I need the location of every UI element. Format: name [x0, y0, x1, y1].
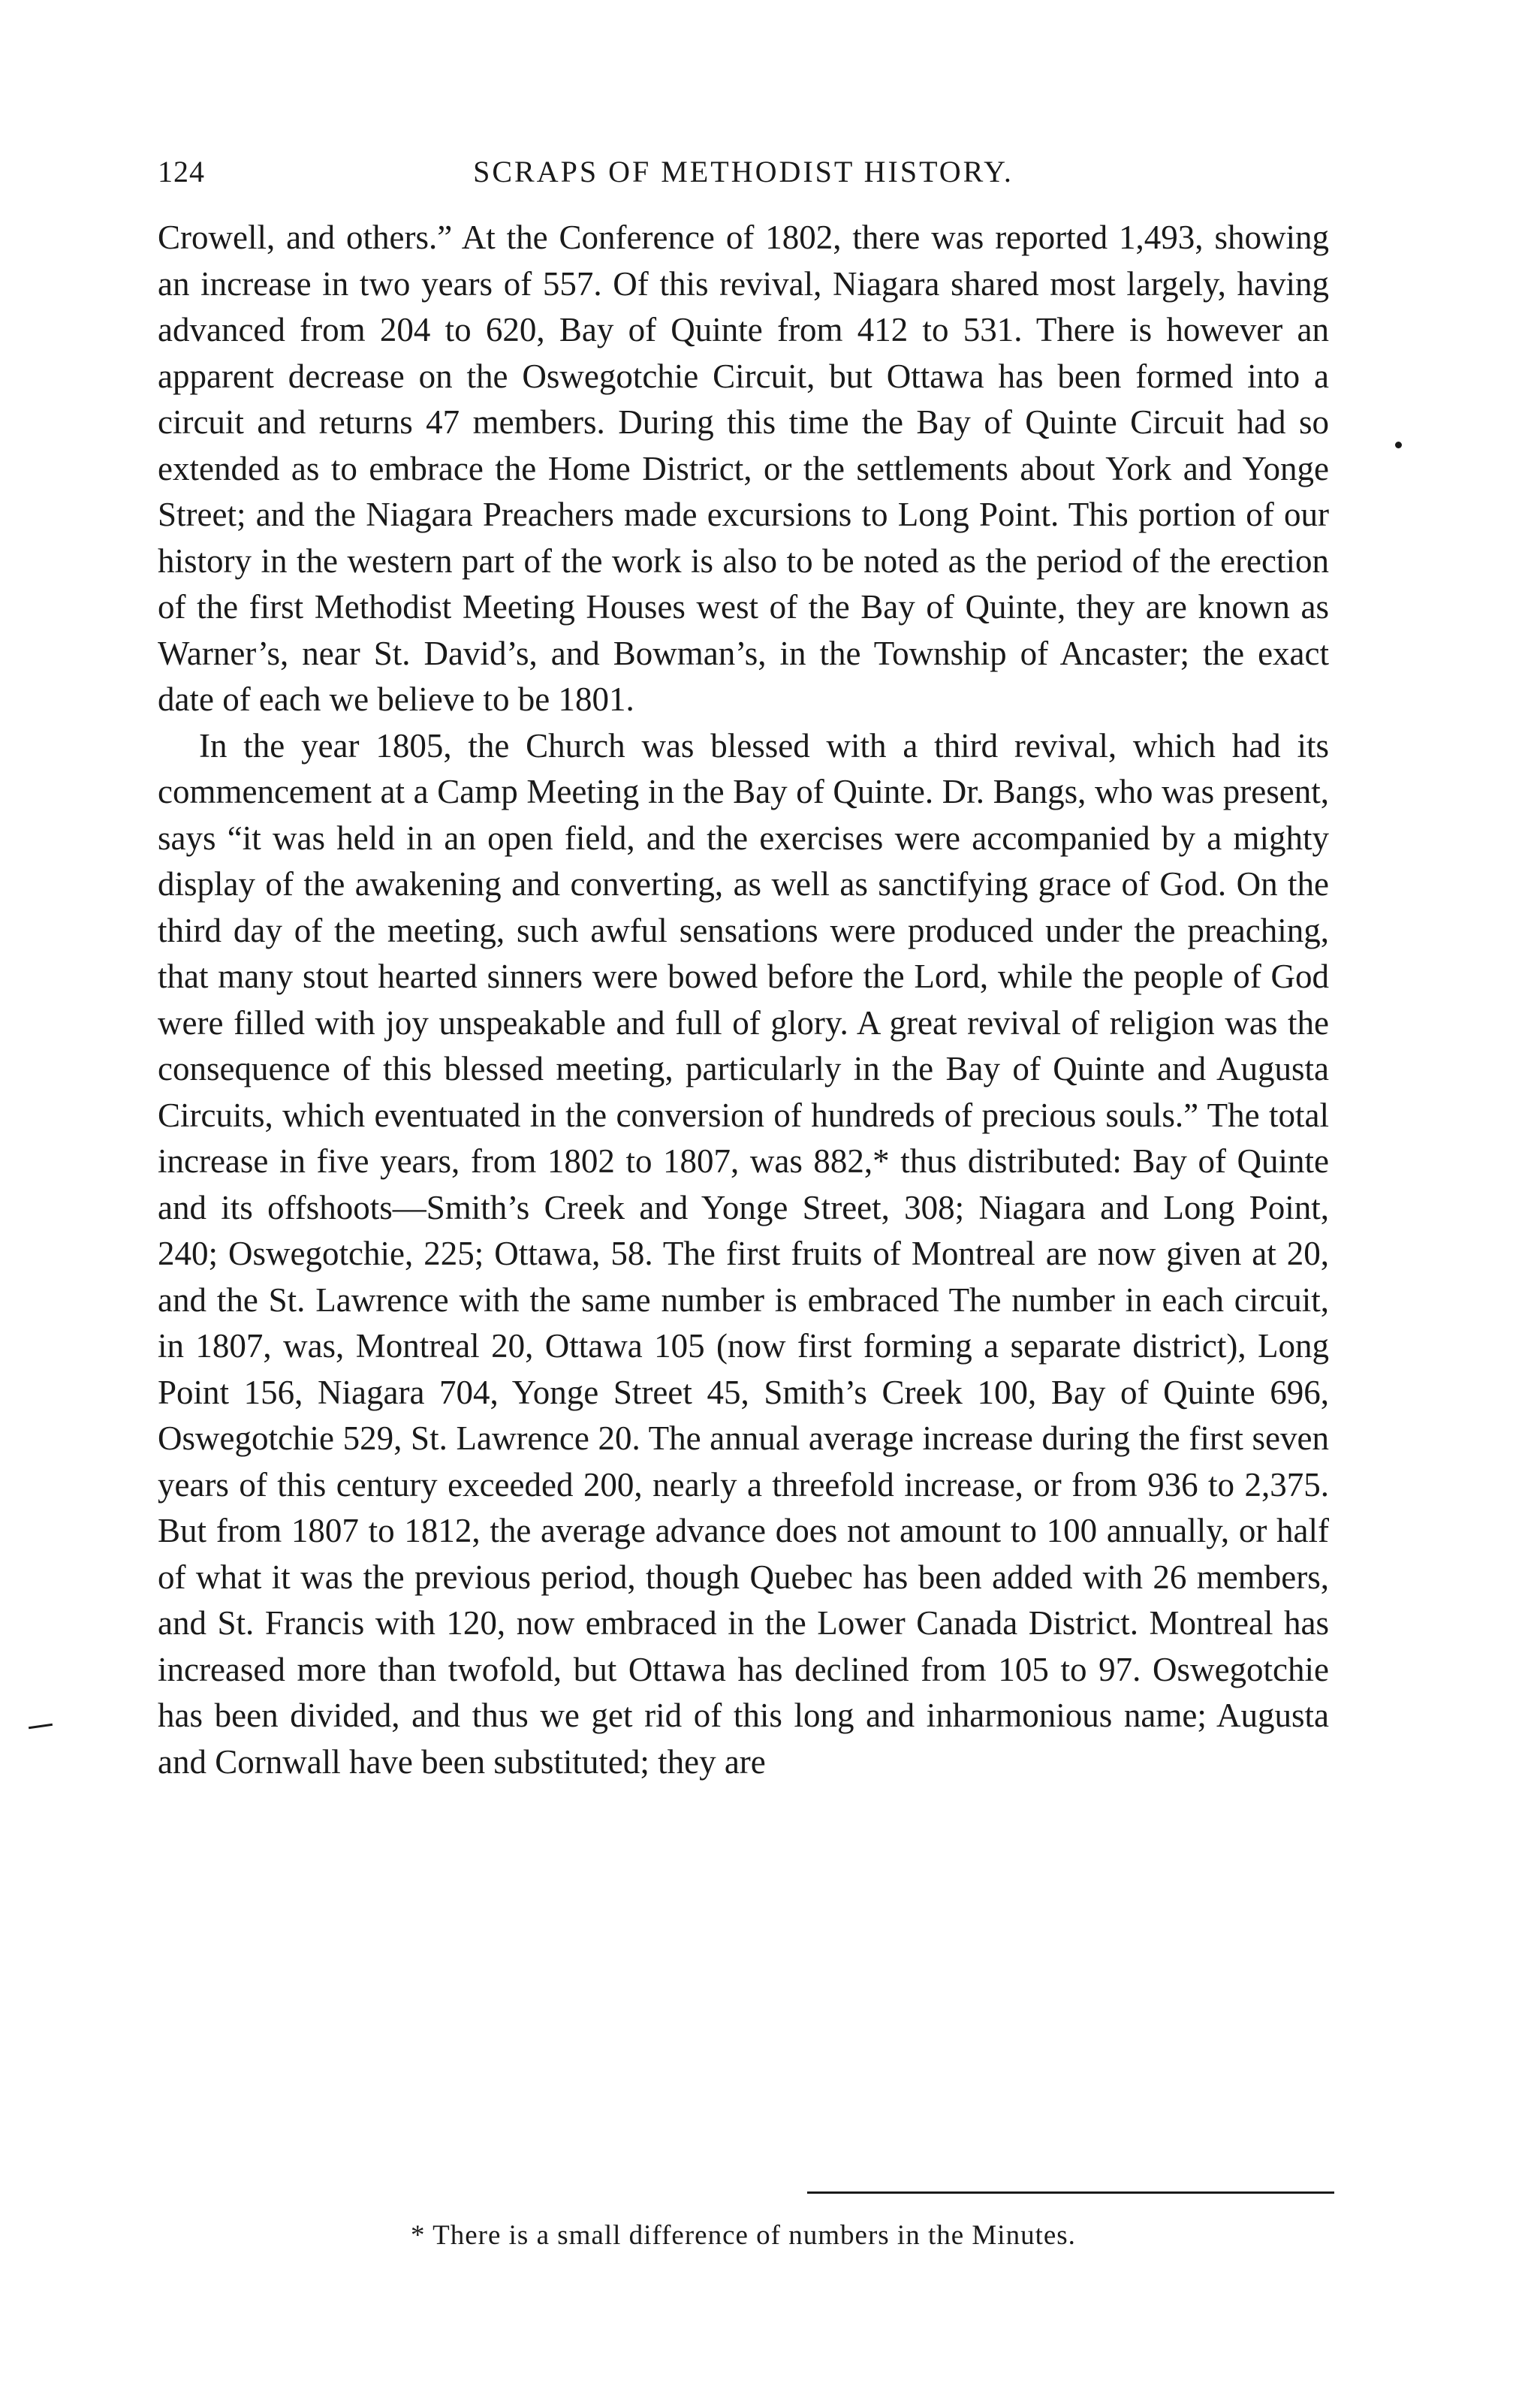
paragraph: Crowell, and others.” At the Conference of 1802, there was reported 1,493, showing an increase in two years of 557. Of this revival, Niagara shared most largely, having advanced from 204 to 620, Bay of Quinte from 412 to 531. There is however an apparent decrease on the Oswegotchie Circuit, but Ottawa has been formed into a circuit and returns 47 members. During this time the Bay of Quinte Circuit had so extended as to embrace the Home District, or the settlements about York and Yonge Street; and the Niagara Preachers made excursions to Long Point. This portion of our history in the western part of the work is also to be noted as the period of the erection of the first Methodist Meeting Houses west of the Bay of Quinte, they are known as Warner’s, near St. David’s, and Bowman’s, in the Township of Ancaster; the exact date of each we believe to be 1801.	[158, 219, 1329, 718]
footnote: * There is a small difference of numbers in the Minutes.	[411, 2220, 1076, 2251]
margin-dash-mark	[29, 1724, 53, 1729]
running-title: SCRAPS OF METHODIST HISTORY.	[473, 155, 1014, 189]
running-head	[158, 154, 1329, 199]
paragraph: In the year 1805, the Church was blessed with a third revival, which had its commencement at a Camp Meeting in the Bay of Quinte. Dr. Bangs, who was present, says “it was held in an open field, and the exercises were accompanied by a mighty display of the awakening and converting, as well as sanctifying grace of God. On the third day of the meeting, such awful sensations were produced under the preaching, that many stout hearted sinners were bowed before the Lord, while the people of God were filled with joy unspeakable and full of glory. A great revival of religion was the consequence of this blessed meeting, particularly in the Bay of Quinte and Augusta Circuits, which eventuated in the conversion of hundreds of precious souls.” The total increase in five years, from 1802 to 1807, was 882,* thus distributed: Bay of Quinte and its offshoots—Smith’s Creek and Yonge Street, 308; Niagara and Long Point, 240; Oswegotchie, 225; Ottawa, 58. The first fruits of Montreal are now given at 20, and the St. Lawrence with the same number is embraced The number in each circuit, in 1807, was, Montreal 20, Ottawa 105 (now first forming a separate district), Long Point 156, Niagara 704, Yonge Street 45, Smith’s Creek 100, Bay of Quinte 696, Oswegotchie 529, St. Lawrence 20. The annual average increase during the first seven years of this century exceeded 200, nearly a threefold increase, or from 936 to 2,375. But from 1807 to 1812, the average advance does not amount to 100 annually, or half of what it was the previous period, though Quebec has been added with 26 members, and St. Francis with 120, now embraced in the Lower Canada District. Montreal has increased more than twofold, but Ottawa has declined from 105 to 97. Oswegotchie has been divided, and thus we get rid of this long and inharmonious name; Augusta and Cornwall have been substituted; they are	[158, 726, 1329, 1781]
body-text	[158, 215, 1329, 1785]
footnote-divider	[807, 2191, 1334, 2194]
margin-dot-mark	[1395, 442, 1402, 448]
page-number: 124	[158, 155, 205, 189]
